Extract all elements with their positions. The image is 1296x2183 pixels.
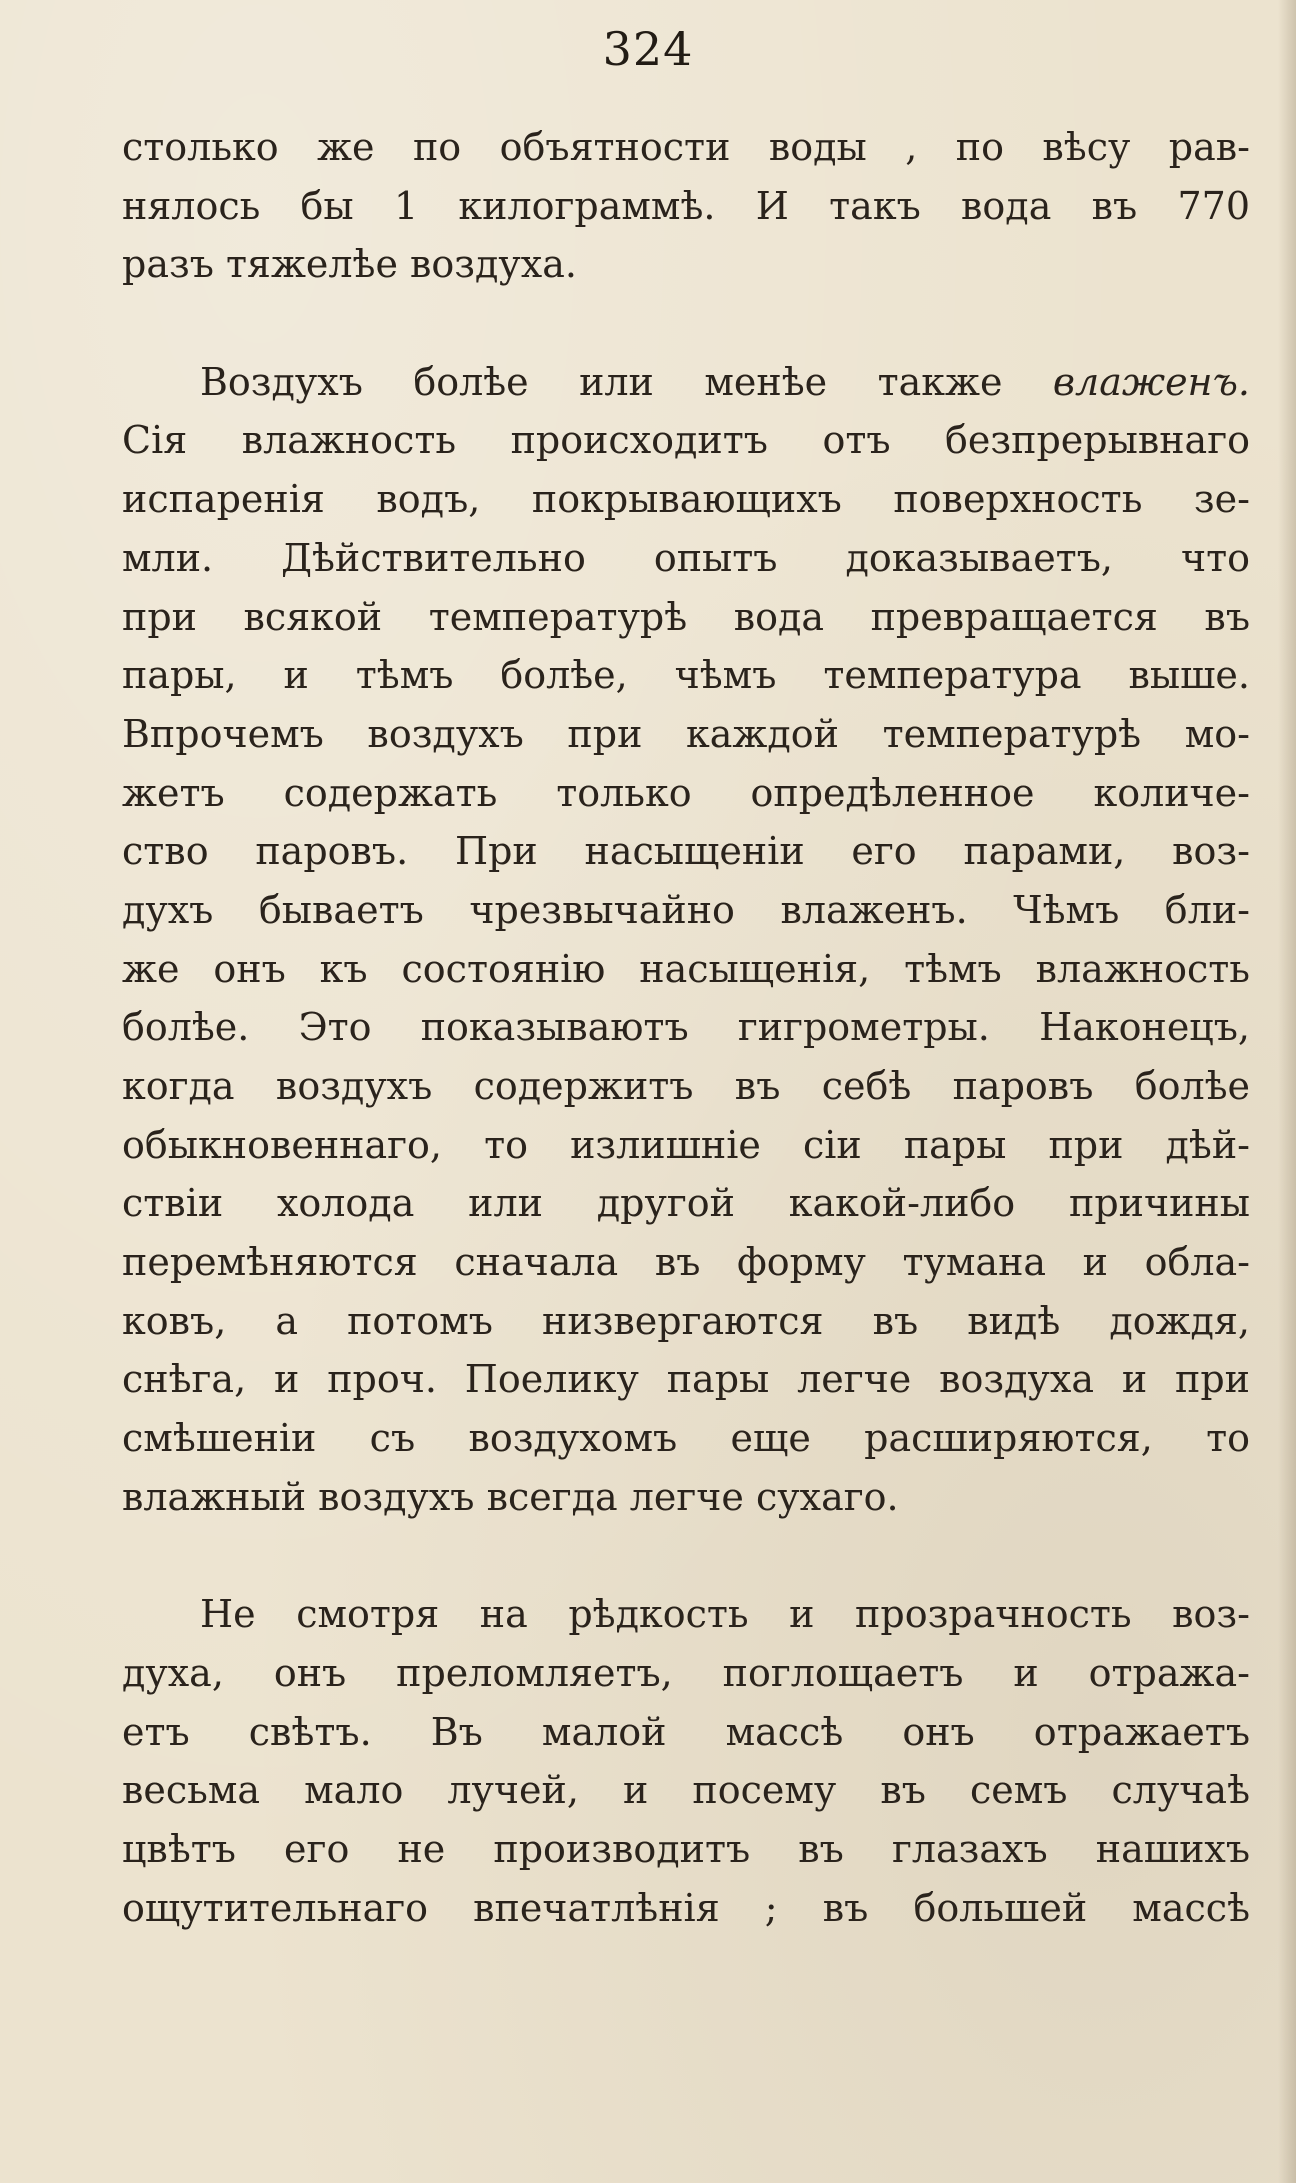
text-line: влажный воздухъ всегда легче сухаго.	[122, 1474, 899, 1519]
text-line: ствіи холода или другой какой-либо причины	[122, 1181, 1250, 1226]
text-line: духъ бываетъ чрезвычайно влаженъ. Чѣмъ бли-	[122, 887, 1250, 932]
text-line: ковъ, а потомъ низвергаются въ видѣ дождя,	[122, 1298, 1250, 1343]
text-line: болѣе. Это показываютъ гигрометры. Наконецъ,	[122, 1005, 1250, 1050]
text-line: пары, и тѣмъ болѣе, чѣмъ температура выше.	[122, 653, 1250, 698]
text-line: перемѣняются сначала въ форму тумана и обла-	[122, 1240, 1250, 1285]
text-line: нялось бы 1 килограммѣ. И такъ вода въ 770	[122, 183, 1250, 228]
paragraph-gap	[122, 294, 1250, 353]
text-line: разъ тяжелѣе воздуха.	[122, 242, 577, 287]
text-line: испаренія водъ, покрывающихъ поверхность зе-	[122, 477, 1250, 522]
text-line: Впрочемъ воздухъ при каждой температурѣ мо-	[122, 711, 1250, 756]
text-line-first: Не смотря на рѣдкость и прозрачность воз-	[200, 1592, 1250, 1637]
paragraph-gap	[122, 1527, 1250, 1586]
text-line: ство паровъ. При насыщеніи его парами, воз-	[122, 829, 1250, 874]
body-text	[122, 118, 1250, 1937]
text-line: же онъ къ состоянію насыщенія, тѣмъ влажность	[122, 946, 1250, 991]
text-run: Воздухъ болѣе или менѣе также	[200, 359, 1003, 404]
text-line: снѣга, и проч. Поелику пары легче воздуха и при	[122, 1357, 1250, 1402]
text-line: цвѣтъ его не производитъ въ глазахъ нашихъ	[122, 1826, 1250, 1871]
text-line: весьма мало лучей, и посему въ семъ случаѣ	[122, 1768, 1250, 1813]
text-line-first	[122, 353, 1250, 412]
text-line: жетъ содержать только опредѣленное количе-	[122, 770, 1250, 815]
text-line: мли. Дѣйствительно опытъ доказываетъ, что	[122, 535, 1250, 580]
page-number: 324	[602, 22, 694, 76]
text-line: столько же по объятности воды , по вѣсу рав-	[122, 125, 1250, 169]
text-line: Сія влажность происходитъ отъ безпрерывнаго	[122, 418, 1250, 463]
text-line: обыкновеннаго, то излишніе сіи пары при дѣй-	[122, 1122, 1250, 1167]
page-edge-shadow	[1278, 0, 1296, 2183]
text-line: духа, онъ преломляетъ, поглощаетъ и отража-	[122, 1650, 1250, 1695]
text-line: когда воздухъ содержитъ въ себѣ паровъ болѣе	[122, 1064, 1250, 1108]
emphasis-word: влаженъ.	[1052, 359, 1250, 404]
text-line: ощутительнаго впечатлѣнія ; въ большей массѣ	[122, 1885, 1250, 1930]
text-line: смѣшеніи съ воздухомъ еще расширяются, то	[122, 1416, 1250, 1461]
text-line: при всякой температурѣ вода превращается въ	[122, 594, 1250, 639]
text-line: етъ свѣтъ. Въ малой массѣ онъ отражаетъ	[122, 1709, 1250, 1754]
